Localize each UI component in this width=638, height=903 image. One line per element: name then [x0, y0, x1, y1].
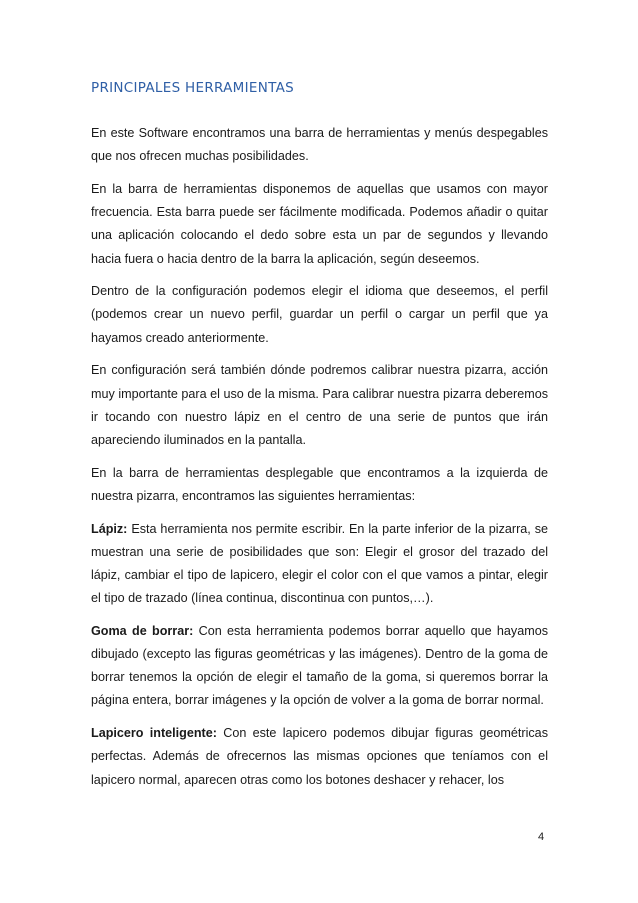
- paragraph-configuration: Dentro de la configuración podemos elegir el idioma que deseemos, el perfil (podemos crear un nuevo perfil, guardar un perfil o cargar un perfil que ya hayamos creado anteriormente.: [91, 284, 548, 345]
- tool-eraser-description: Con esta herramienta podemos borrar aquello que hayamos dibujado (excepto las figuras geométricas y las imágenes). Dentro de la goma de borrar tenemos la opción de elegir el tamaño de la goma, si queremos borrar la página entera, borrar imágenes y la opción de volver a la goma de borrar normal.: [91, 623, 548, 708]
- paragraph-calibration: En configuración será también dónde podremos calibrar nuestra pizarra, acción muy importante para el uso de la misma. Para calibrar nuestra pizarra deberemos ir tocando con nuestro lápiz en el centro de una serie de puntos que irán apareciendo iluminados en la pantalla.: [91, 363, 548, 447]
- tool-eraser: [91, 620, 548, 713]
- tool-smart-pencil-description: Con este lapicero podemos dibujar figuras geométricas perfectas. Además de ofrecernos las mismas opciones que teníamos con el lapicero normal, aparecen otras como los botones deshacer y rehacer, los: [91, 726, 548, 787]
- body-text: [91, 122, 548, 792]
- section-heading: PRINCIPALES HERRAMIENTAS: [91, 80, 295, 96]
- tool-eraser-term: Goma de borrar:: [91, 623, 194, 638]
- tool-pencil: [91, 518, 548, 611]
- paragraph-toolbar: En la barra de herramientas disponemos de aquellas que usamos con mayor frecuencia. Esta barra puede ser fácilmente modificada. Podemos añadir o quitar una aplicación colocando el dedo sobre esta un par de segundos y llevando hacia fuera o hacia dentro de la barra la aplicación, según deseemos.: [91, 181, 548, 266]
- tool-pencil-term: Lápiz:: [91, 521, 128, 536]
- page-number: 4: [538, 831, 545, 843]
- paragraph-tools-intro: En la barra de herramientas desplegable que encontramos a la izquierda de nuestra pizarra, encontramos las siguientes herramientas:: [91, 465, 548, 503]
- tool-pencil-description: Esta herramienta nos permite escribir. En la parte inferior de la pizarra, se muestran una serie de posibilidades que son: Elegir el grosor del trazado del lápiz, cambiar el tipo de lapicero, elegir el color con el que vamos a pintar, elegir el tipo de trazado (línea continua, discontinua con puntos,…).: [91, 521, 548, 606]
- tool-smart-pencil: [91, 722, 548, 792]
- paragraph-software-intro: En este Software encontramos una barra de herramientas y menús despegables que nos ofrecen muchas posibilidades.: [91, 126, 548, 164]
- tool-smart-pencil-term: Lapicero inteligente:: [91, 726, 217, 741]
